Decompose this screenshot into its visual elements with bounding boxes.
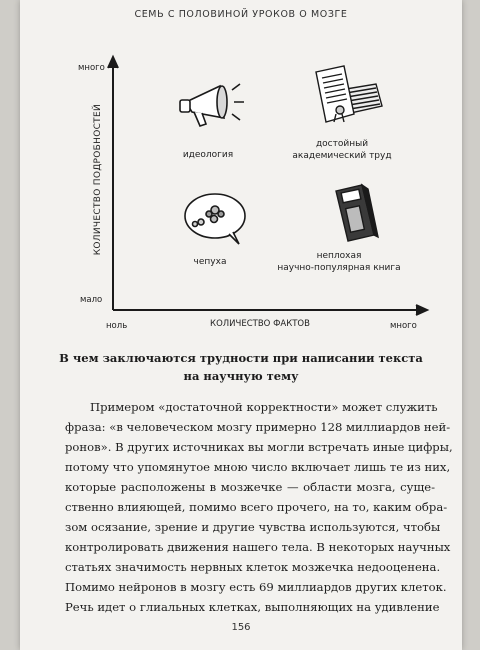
x-axis-label: КОЛИЧЕСТВО ФАКТОВ [210,319,310,329]
running-title: СЕМЬ С ПОЛОВИНОЙ УРОКОВ О МОЗГЕ [134,9,348,20]
body-line-1: Примером «достаточной корректности» может служить [90,400,438,414]
figure-caption-line2: на научную тему [183,369,299,383]
body-line-2: фраза: «в человеческом мозгу примерно 128 миллиардов ней- [65,420,451,434]
quadrant-nonsense-label: чепуха [193,257,227,267]
quadrant-academic-line2: академический труд [292,151,392,161]
quadrant-academic-line1: достойный [315,139,369,149]
body-line-5: которые расположены в мозжечке — области мозга, суще- [65,480,435,494]
document-stack-icon [316,66,382,122]
y-axis-label-wrap [86,60,110,300]
quadrant-popsci-line1: неплохая [316,251,362,261]
quadrant-ideology-label: идеология [182,150,234,160]
y-axis-low-label: мало [80,295,103,305]
x-axis-high-label: много [390,321,417,331]
body-line-7: зом осязание, зрение и другие чувства используются, чтобы [65,520,441,534]
y-axis-high-label: много [78,63,105,73]
speech-bubble-icon [185,194,245,244]
body-line-4: потому что упомянутое мною число включает лишь те из них, [65,460,451,474]
book-page [20,0,462,650]
quadrant-academic-label [282,138,402,162]
body-line-8: контролировать движения нашего тела. В некоторых научных [65,540,451,554]
body-line-6: ственно влияющей, помимо всего прочего, на то, каким обра- [65,500,448,514]
figure-caption-line1: В чем заключаются трудности при написании текста [59,351,423,365]
book-icon [336,185,378,241]
megaphone-icon [180,84,244,126]
body-line-10: Помимо нейронов в мозгу есть 69 миллиардов других клеток. [65,580,447,594]
quadrant-popsci-line2: научно-популярная книга [277,263,401,273]
body-line-3: ронов». В других источниках вы могли встречать иные цифры, [65,440,453,454]
body-line-9: статьях значимость нервных клеток мозжечка недооценена. [65,560,441,574]
page-number: 156 [231,622,251,633]
x-axis-low-label: ноль [106,321,128,331]
body-line-11: Речь идет о глиальных клетках, выполняющих на удивление [65,600,440,614]
y-axis-label: КОЛИЧЕСТВО ПОДРОБНОСТЕЙ [93,104,103,256]
quadrant-popsci-label [264,250,414,274]
